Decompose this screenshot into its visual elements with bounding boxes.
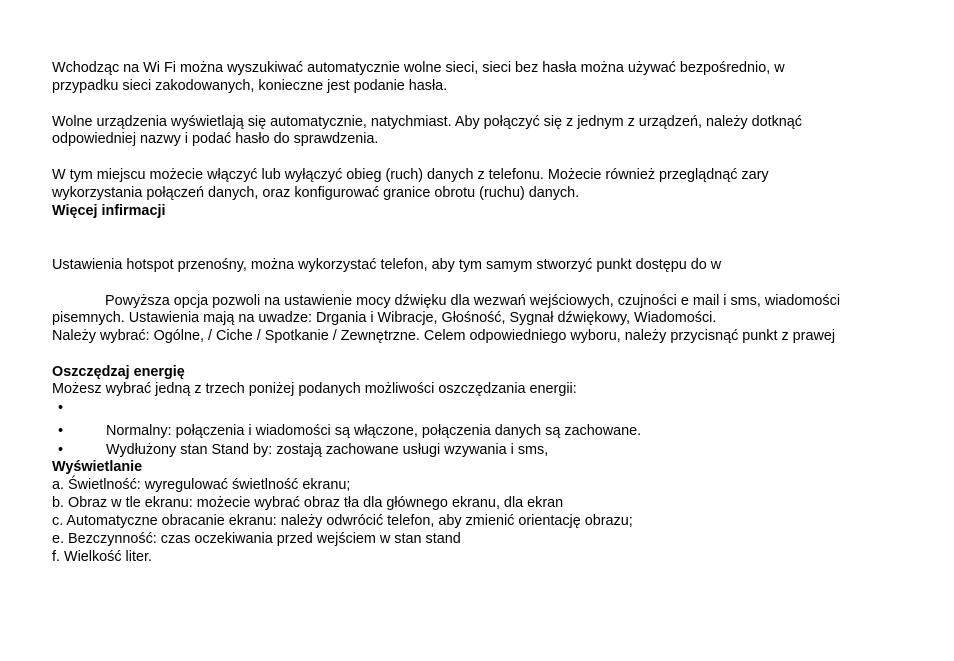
display-item-font-size: f. Wielkość liter. <box>52 549 152 565</box>
wifi-paragraph-line-2: przypadku sieci zakodowanych, konieczne jest podanie hasła. <box>52 78 448 94</box>
hotspot-paragraph: Ustawienia hotspot przenośny, można wykorzystać telefon, aby tym samym stworzyć punkt dostępu do w <box>52 257 722 273</box>
save-energy-intro: Możesz wybrać jedną z trzech poniżej podanych możliwości oszczędzania energii: <box>52 381 577 397</box>
sound-paragraph-line-2: pisemnych. Ustawienia mają na uwadze: Drgania i Wibracje, Głośność, Sygnał dźwiękowy, Wiadomości. <box>52 310 717 326</box>
bullet-marker: • <box>58 423 64 439</box>
display-heading: Wyświetlanie <box>52 459 143 475</box>
devices-paragraph-line-1: Wolne urządzenia wyświetlają się automatycznie, natychmiast. Aby połączyć się z jednym z urządzeń, należy dotknąć <box>52 114 803 130</box>
list-item-text: Wydłużony stan Stand by: zostają zachowane usługi wzywania i sms, <box>106 442 549 458</box>
display-item-auto-rotate: c. Automatyczne obracanie ekranu: należy odwrócić telefon, aby zmienić orientację obrazu; <box>52 513 633 529</box>
save-energy-heading: Oszczędzaj energię <box>52 364 185 380</box>
wifi-paragraph-line-1: Wchodząc na Wi Fi można wyszukiwać automatycznie wolne sieci, sieci bez hasła można używać bezpośrednio, w <box>52 60 785 76</box>
sound-paragraph-line-3: Należy wybrać: Ogólne, / Ciche / Spotkanie / Zewnętrzne. Celem odpowiedniego wyboru, należy przycisnąć punkt z prawej <box>52 328 836 344</box>
devices-paragraph-line-2: odpowiedniej nazwy i podać hasło do sprawdzenia. <box>52 131 379 147</box>
more-info-heading: Więcej infirmacji <box>52 203 166 219</box>
bullet-marker: • <box>58 400 64 416</box>
sound-paragraph-line-1: Powyższa opcja pozwoli na ustawienie mocy dźwięku dla wezwań wejściowych, czujności e mail i sms, wiadomości <box>105 293 841 309</box>
display-item-idle: e. Bezczynność: czas oczekiwania przed wejściem w stan stand <box>52 531 461 547</box>
display-item-brightness: a. Świetlność: wyregulować świetlność ekranu; <box>52 477 351 493</box>
data-usage-paragraph-line-1: W tym miejscu możecie włączyć lub wyłączyć obieg (ruch) danych z telefonu. Możecie również przeglądnąć zary <box>52 167 769 183</box>
bullet-marker: • <box>58 442 64 458</box>
display-item-wallpaper: b. Obraz w tle ekranu: możecie wybrać obraz tła dla głównego ekranu, dla ekran <box>52 495 564 511</box>
data-usage-paragraph-line-2: wykorzystania połączeń danych, oraz konfigurować granice obrotu (ruchu) danych. <box>52 185 580 201</box>
list-item-text: Normalny: połączenia i wiadomości są włączone, połączenia danych są zachowane. <box>106 423 642 439</box>
